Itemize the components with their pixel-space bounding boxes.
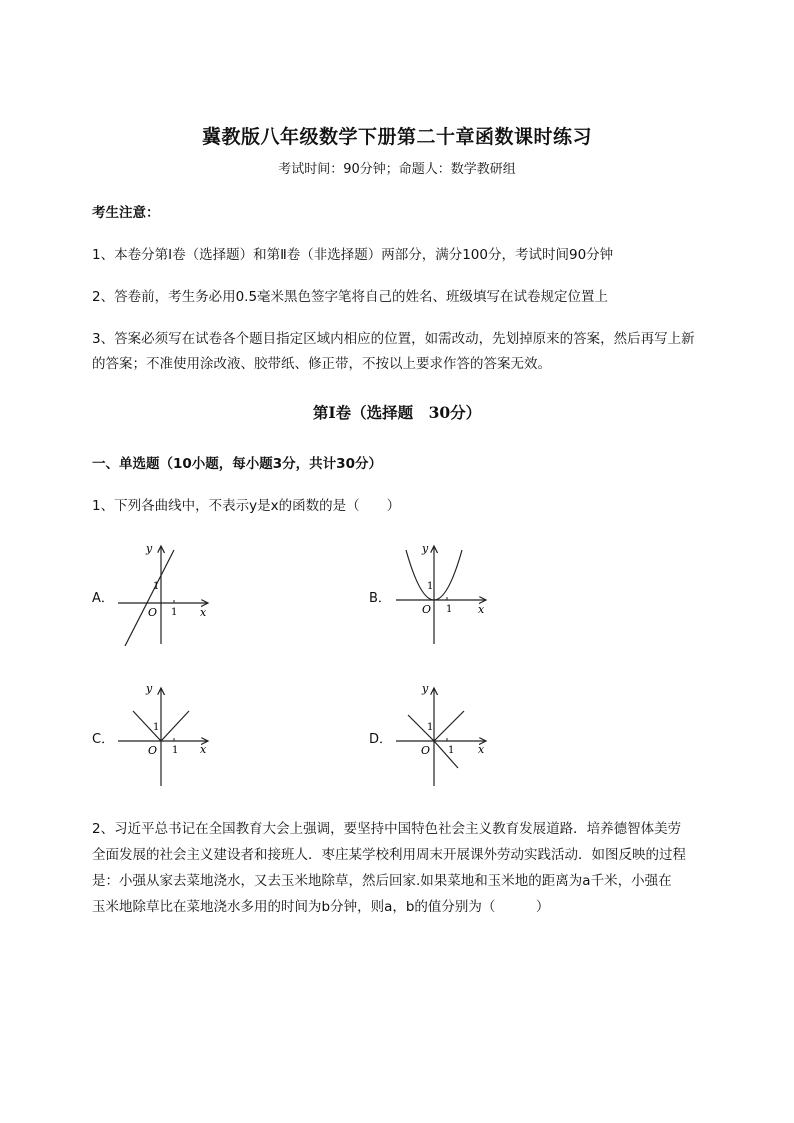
x-tick-label: 1 (171, 607, 178, 618)
question-2-line: 2、习近平总书记在全国教育大会上强调，要坚持中国特色社会主义教育发展道路．培养德智体美劳 (92, 821, 682, 837)
option-c-graph (112, 680, 216, 788)
x-tick-label: 1 (448, 745, 455, 756)
x-axis-label: x (478, 743, 485, 756)
graph-line (125, 550, 174, 646)
y-axis-label: y (422, 542, 429, 555)
y-tick-label: 1 (427, 581, 434, 592)
option-c-label: C． (92, 732, 115, 747)
option-b-graph (390, 538, 494, 646)
x-tick-label: 1 (172, 745, 179, 756)
notice-item: 1、本卷分第Ⅰ卷（选择题）和第Ⅱ卷（非选择题）两部分，满分100分，考试时间90分钟 (92, 247, 614, 263)
y-tick-label: 1 (153, 722, 160, 733)
y-tick-label: 1 (427, 722, 434, 733)
ray-lower-right (434, 741, 458, 768)
option-a-graph (112, 538, 216, 646)
part-title: 一、单选题（10小题，每小题3分，共计30分） (92, 456, 382, 472)
x-axis-label: x (200, 606, 207, 619)
origin-label: O (148, 606, 158, 619)
option-d-graph (390, 680, 494, 788)
question-2-line: 玉米地除草比在菜地浇水多用的时间为b分钟，则a，b的值分别为（ ） (92, 899, 550, 915)
exam-info: 考试时间：90分钟；命题人：数学教研组 (278, 162, 516, 177)
section-title: 第Ⅰ卷（选择题 30分） (312, 403, 482, 422)
x-tick-label: 1 (446, 604, 453, 615)
document-title: 冀教版八年级数学下册第二十章函数课时练习 (201, 126, 592, 148)
x-axis-label: x (200, 743, 207, 756)
origin-label: O (422, 603, 432, 616)
origin-label: O (148, 744, 158, 757)
option-a-label: A． (92, 591, 114, 606)
notice-heading: 考生注意： (92, 205, 160, 221)
option-d-label: D． (369, 732, 393, 747)
ray-upper-right (434, 711, 464, 741)
origin-label: O (421, 744, 431, 757)
x-axis-label: x (478, 603, 485, 616)
question-2-line: 全面发展的社会主义建设者和接班人．枣庄某学校利用周末开展课外劳动实践活动．如图反映的过程 (92, 847, 686, 863)
notice-item: 的答案；不准使用涂改液、胶带纸、修正带，不按以上要求作答的答案无效。 (92, 356, 551, 372)
notice-item: 3、答案必须写在试卷各个题目指定区域内相应的位置，如需改动，先划掉原来的答案，然后再写上新 (92, 331, 695, 347)
y-axis-label: y (146, 682, 153, 695)
question-1-stem: 1、下列各曲线中，不表示y是x的函数的是（ ） (92, 498, 401, 514)
option-b-label: B． (369, 591, 391, 606)
y-tick-label: 1 (153, 581, 160, 592)
y-axis-label: y (146, 542, 153, 555)
question-2-line: 是：小强从家去菜地浇水，又去玉米地除草，然后回家.如果菜地和玉米地的距离为a千米，小强在 (92, 873, 672, 889)
y-axis-label: y (422, 682, 429, 695)
notice-item: 2、答卷前，考生务必用0.5毫米黑色签字笔将自己的姓名、班级填写在试卷规定位置上 (92, 289, 609, 305)
